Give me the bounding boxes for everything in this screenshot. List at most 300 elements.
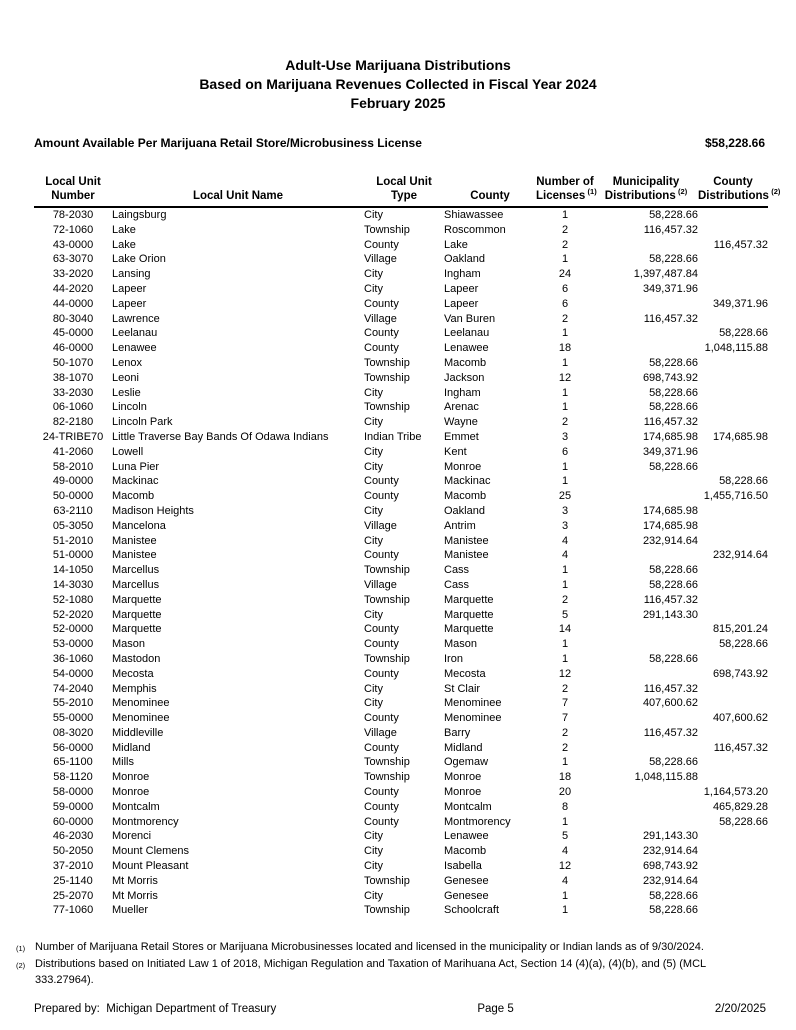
table-row: [34, 282, 768, 297]
cell-county: Oakland: [444, 504, 485, 517]
cell-county-distribution: 58,228.66: [719, 815, 768, 828]
cell-county-distribution: [698, 889, 768, 904]
cell-municipality-distribution: 116,457.32: [643, 726, 698, 739]
cell-local-unit-type: City: [364, 209, 383, 221]
cell-local-unit-number: 43-0000: [52, 238, 94, 251]
cell-county-distribution: [698, 386, 768, 401]
cell-county-distribution: [698, 578, 768, 593]
header-local-unit-type: Local Unit Type: [364, 175, 444, 207]
cell-local-unit-type: City: [364, 845, 383, 858]
table-row: [34, 252, 768, 267]
table-row: [34, 844, 768, 859]
cell-local-unit-name: Monroe: [112, 786, 150, 799]
table-row: [34, 563, 768, 578]
cell-municipality-distribution: [594, 815, 698, 830]
table-row: [34, 356, 768, 371]
table-row: [34, 741, 768, 756]
cell-local-unit-name: Mackinac: [112, 475, 159, 488]
cell-county-distribution: [698, 252, 768, 267]
cell-county: Oakland: [444, 253, 485, 266]
cell-county: Montmorency: [444, 815, 511, 828]
cell-local-unit-type: County: [364, 667, 399, 680]
cell-local-unit-name: Middleville: [112, 726, 164, 739]
cell-number-of-licenses: 1: [561, 815, 569, 828]
cell-local-unit-name: Mount Clemens: [112, 845, 190, 858]
cell-county-distribution: 1,455,716.50: [703, 490, 768, 503]
table-row: [34, 474, 768, 489]
cell-municipality-distribution: [594, 297, 698, 312]
cell-local-unit-type: City: [364, 386, 383, 399]
cell-county: Kent: [444, 445, 467, 458]
cell-local-unit-name: Luna Pier: [112, 460, 160, 473]
cell-local-unit-name: Morenci: [112, 830, 152, 843]
table-row: [34, 578, 768, 593]
cell-local-unit-name: Mason: [112, 638, 146, 651]
cell-local-unit-name: Mt Morris: [112, 874, 158, 887]
cell-county: Schoolcraft: [444, 904, 500, 917]
cell-local-unit-type: City: [364, 889, 383, 902]
cell-local-unit-number: 37-2010: [52, 860, 94, 873]
cell-county-distribution: 116,457.32: [713, 741, 768, 754]
cell-local-unit-type: Village: [364, 726, 397, 739]
cell-local-unit-type: City: [364, 860, 383, 873]
cell-local-unit-number: 52-2020: [52, 608, 94, 621]
cell-county: Cass: [444, 564, 470, 577]
footnotes-block: [16, 940, 765, 988]
cell-local-unit-name: Lake Orion: [112, 253, 166, 266]
cell-local-unit-number: 25-2070: [52, 889, 94, 902]
cell-number-of-licenses: 1: [561, 475, 569, 488]
cell-local-unit-number: 24-TRIBE70: [42, 430, 104, 443]
cell-county-distribution: 815,201.24: [712, 623, 768, 636]
cell-county-distribution: [698, 770, 768, 785]
cell-local-unit-name: Mount Pleasant: [112, 860, 189, 873]
cell-local-unit-type: County: [364, 800, 399, 813]
cell-municipality-distribution: 116,457.32: [643, 682, 698, 695]
cell-local-unit-number: 58-1120: [53, 771, 93, 784]
table-row: [34, 889, 768, 904]
cell-local-unit-name: Marquette: [112, 623, 162, 636]
table-header-row: [34, 175, 768, 207]
cell-local-unit-name: Montcalm: [112, 800, 160, 813]
table-row: [34, 207, 768, 223]
cell-county-distribution: 1,048,115.88: [704, 342, 768, 355]
cell-municipality-distribution: [594, 474, 698, 489]
cell-local-unit-number: 50-2050: [52, 845, 94, 858]
cell-number-of-licenses: 4: [561, 549, 569, 562]
cell-county-distribution: 58,228.66: [719, 638, 768, 651]
cell-county-distribution: [698, 207, 768, 223]
page-number: Page 5: [477, 1003, 514, 1015]
cell-municipality-distribution: 58,228.66: [649, 460, 698, 473]
cell-local-unit-name: Lake: [112, 223, 136, 236]
cell-local-unit-number: 08-3020: [52, 726, 94, 739]
cell-county: Lapeer: [444, 282, 479, 295]
cell-municipality-distribution: [594, 489, 698, 504]
page-footer: [34, 1003, 766, 1015]
table-row: [34, 489, 768, 504]
prepared-by-text: Prepared by: Michigan Department of Treasury: [34, 1003, 277, 1015]
cell-municipality-distribution: 698,743.92: [642, 371, 698, 384]
cell-municipality-distribution: 58,228.66: [649, 756, 698, 769]
cell-local-unit-name: Lenawee: [112, 342, 157, 355]
table-row: [34, 312, 768, 327]
cell-local-unit-name: Madison Heights: [112, 504, 194, 517]
cell-number-of-licenses: 1: [561, 209, 569, 221]
table-row: [34, 637, 768, 652]
footnote-2-marker: (2): [16, 961, 26, 971]
cell-number-of-licenses: 18: [558, 771, 572, 784]
cell-county: Monroe: [444, 786, 482, 799]
footnote-2-text: Distributions based on Initiated Law 1 of 2018, Michigan Regulation and Taxation of Marihuana Act, Section 14 (4)(a), (4)(b), and (5) (MCL 333.27964).: [35, 958, 706, 986]
title-line-1: Adult-Use Marijuana Distributions: [285, 57, 511, 73]
cell-local-unit-name: Memphis: [112, 682, 157, 695]
footnote-ref-2: (2): [771, 187, 781, 197]
cell-local-unit-name: Midland: [112, 741, 151, 754]
cell-county-distribution: [698, 282, 768, 297]
table-row: [34, 548, 768, 563]
cell-local-unit-type: County: [364, 238, 399, 251]
cell-county: Macomb: [444, 845, 487, 858]
header-local-unit-name: Local Unit Name: [112, 175, 364, 207]
table-row: [34, 430, 768, 445]
cell-county-distribution: [698, 460, 768, 475]
cell-number-of-licenses: 2: [561, 223, 569, 236]
table-row: [34, 386, 768, 401]
cell-municipality-distribution: [594, 785, 698, 800]
cell-local-unit-type: Township: [364, 356, 410, 369]
cell-county-distribution: 232,914.64: [712, 549, 768, 562]
cell-local-unit-name: Menominee: [112, 697, 170, 710]
cell-number-of-licenses: 1: [561, 401, 569, 414]
cell-county-distribution: 174,685.98: [712, 430, 768, 443]
cell-local-unit-type: City: [364, 830, 383, 843]
cell-county-distribution: [698, 400, 768, 415]
cell-county-distribution: [698, 415, 768, 430]
footnote-ref-1: (1): [587, 187, 597, 197]
cell-county-distribution: 1,164,573.20: [703, 786, 768, 799]
cell-county-distribution: 698,743.92: [712, 667, 768, 680]
cell-county-distribution: [698, 371, 768, 386]
cell-local-unit-name: Leelanau: [112, 327, 158, 340]
cell-number-of-licenses: 6: [561, 445, 569, 458]
cell-local-unit-number: 55-2010: [52, 697, 94, 710]
cell-county-distribution: [698, 312, 768, 327]
cell-local-unit-name: Marcellus: [112, 578, 160, 591]
cell-number-of-licenses: 3: [561, 519, 569, 532]
cell-county-distribution: [698, 829, 768, 844]
cell-county: Ogemaw: [444, 756, 489, 769]
cell-county-distribution: [698, 844, 768, 859]
cell-municipality-distribution: [594, 326, 698, 341]
cell-local-unit-type: Township: [364, 756, 410, 769]
cell-municipality-distribution: 58,228.66: [649, 564, 698, 577]
cell-number-of-licenses: 7: [561, 712, 569, 725]
cell-county-distribution: [698, 726, 768, 741]
title-line-3: February 2025: [350, 95, 446, 111]
cell-municipality-distribution: [594, 741, 698, 756]
cell-local-unit-name: Menominee: [112, 712, 170, 725]
cell-local-unit-name: Lapeer: [112, 282, 147, 295]
cell-county-distribution: [698, 859, 768, 874]
cell-county: Mackinac: [444, 475, 491, 488]
table-row: [34, 297, 768, 312]
cell-local-unit-number: 52-0000: [52, 623, 94, 636]
table-row: [34, 667, 768, 682]
cell-local-unit-name: Leslie: [112, 386, 141, 399]
cell-municipality-distribution: 232,914.64: [642, 874, 698, 887]
cell-number-of-licenses: 2: [561, 682, 569, 695]
cell-local-unit-name: Lansing: [112, 268, 151, 281]
cell-county: Leelanau: [444, 327, 490, 340]
cell-county-distribution: [698, 267, 768, 282]
cell-number-of-licenses: 12: [558, 667, 572, 680]
cell-county: Jackson: [444, 371, 485, 384]
cell-local-unit-number: 14-1050: [52, 564, 94, 577]
cell-number-of-licenses: 4: [561, 874, 569, 887]
cell-local-unit-name: Mills: [112, 756, 134, 769]
cell-number-of-licenses: 1: [561, 327, 569, 340]
cell-county: Genesee: [444, 889, 489, 902]
cell-municipality-distribution: 58,228.66: [649, 253, 698, 266]
cell-county-distribution: [698, 519, 768, 534]
cell-local-unit-number: 56-0000: [52, 741, 94, 754]
cell-local-unit-number: 46-2030: [52, 830, 94, 843]
cell-municipality-distribution: 58,228.66: [649, 401, 698, 414]
cell-local-unit-number: 82-2180: [52, 416, 94, 429]
cell-municipality-distribution: 116,457.32: [643, 593, 698, 606]
cell-county: Montcalm: [444, 800, 492, 813]
table-row: [34, 682, 768, 697]
cell-county: Monroe: [444, 771, 482, 784]
table-row: [34, 534, 768, 549]
table-row: [34, 371, 768, 386]
cell-local-unit-type: County: [364, 327, 399, 340]
cell-county: Marquette: [444, 593, 494, 606]
cell-local-unit-type: County: [364, 638, 399, 651]
cell-local-unit-type: City: [364, 608, 383, 621]
cell-local-unit-name: Laingsburg: [112, 209, 167, 221]
cell-number-of-licenses: 4: [561, 845, 569, 858]
cell-local-unit-type: Township: [364, 371, 410, 384]
cell-local-unit-type: County: [364, 297, 399, 310]
cell-county: Ingham: [444, 386, 481, 399]
table-row: [34, 400, 768, 415]
cell-local-unit-name: Mastodon: [112, 652, 161, 665]
table-row: [34, 415, 768, 430]
cell-number-of-licenses: 18: [558, 342, 572, 355]
table-body: [34, 207, 768, 918]
cell-county: Menominee: [444, 712, 502, 725]
cell-municipality-distribution: [594, 667, 698, 682]
cell-number-of-licenses: 2: [561, 593, 569, 606]
cell-county: Ingham: [444, 268, 481, 281]
cell-local-unit-type: City: [364, 268, 383, 281]
cell-local-unit-name: Lake: [112, 238, 136, 251]
cell-local-unit-number: 63-2110: [53, 504, 93, 517]
cell-county-distribution: [698, 563, 768, 578]
cell-local-unit-number: 36-1060: [52, 652, 94, 665]
cell-local-unit-type: County: [364, 490, 399, 503]
cell-county-distribution: [698, 652, 768, 667]
cell-number-of-licenses: 1: [561, 578, 569, 591]
cell-county: Lapeer: [444, 297, 479, 310]
cell-county-distribution: [698, 223, 768, 238]
cell-local-unit-name: Lincoln Park: [112, 416, 173, 429]
cell-local-unit-name: Mueller: [112, 904, 149, 917]
cell-county: Monroe: [444, 460, 482, 473]
cell-local-unit-number: 51-0000: [52, 549, 94, 562]
cell-number-of-licenses: 1: [561, 564, 569, 577]
footnote-1-marker: (1): [16, 944, 26, 954]
table-row: [34, 859, 768, 874]
cell-local-unit-number: 33-2020: [52, 268, 94, 281]
cell-local-unit-type: City: [364, 282, 383, 295]
cell-local-unit-number: 74-2040: [52, 682, 94, 695]
cell-local-unit-number: 41-2060: [52, 445, 94, 458]
cell-county-distribution: 407,600.62: [712, 712, 768, 725]
table-row: [34, 608, 768, 623]
cell-local-unit-number: 45-0000: [52, 327, 94, 340]
cell-local-unit-type: County: [364, 712, 399, 725]
cell-local-unit-type: City: [364, 504, 383, 517]
cell-number-of-licenses: 1: [561, 356, 569, 369]
cell-local-unit-name: Marquette: [112, 608, 162, 621]
cell-county: Manistee: [444, 549, 489, 562]
cell-number-of-licenses: 6: [561, 282, 569, 295]
cell-number-of-licenses: 5: [561, 608, 569, 621]
cell-county-distribution: [698, 445, 768, 460]
cell-local-unit-number: 25-1140: [53, 874, 93, 887]
cell-municipality-distribution: 116,457.32: [643, 223, 698, 236]
cell-local-unit-name: Macomb: [112, 490, 155, 503]
cell-local-unit-number: 60-0000: [52, 815, 94, 828]
amount-available-label: Amount Available Per Marijuana Retail Store/Microbusiness License: [34, 136, 422, 150]
cell-local-unit-name: Marquette: [112, 593, 162, 606]
header-number-of-licenses: Number of Licenses $^{(1)}$: [536, 175, 594, 207]
cell-number-of-licenses: 25: [558, 490, 572, 503]
cell-county-distribution: 465,829.28: [712, 800, 768, 813]
cell-county-distribution: 58,228.66: [719, 475, 768, 488]
cell-local-unit-type: City: [364, 534, 383, 547]
cell-county-distribution: 349,371.96: [712, 297, 768, 310]
cell-county: Cass: [444, 578, 470, 591]
cell-county-distribution: [698, 755, 768, 770]
table-row: [34, 800, 768, 815]
cell-municipality-distribution: 1,048,115.88: [634, 771, 698, 784]
cell-municipality-distribution: 174,685.98: [642, 430, 698, 443]
cell-number-of-licenses: 12: [558, 860, 572, 873]
cell-local-unit-type: County: [364, 475, 399, 488]
cell-local-unit-type: County: [364, 741, 399, 754]
cell-number-of-licenses: 1: [561, 904, 569, 917]
cell-number-of-licenses: 1: [561, 652, 569, 665]
cell-county: Emmet: [444, 430, 479, 443]
cell-municipality-distribution: [594, 341, 698, 356]
cell-county: St Clair: [444, 682, 481, 695]
cell-municipality-distribution: 116,457.32: [643, 416, 698, 429]
footer-date: 2/20/2025: [714, 1003, 766, 1015]
cell-local-unit-type: Township: [364, 564, 410, 577]
cell-county: Lenawee: [444, 342, 489, 355]
table-row: [34, 770, 768, 785]
cell-local-unit-number: 50-0000: [52, 490, 94, 503]
cell-municipality-distribution: [594, 548, 698, 563]
table-row: [34, 223, 768, 238]
cell-number-of-licenses: 4: [561, 534, 569, 547]
cell-local-unit-name: Mecosta: [112, 667, 154, 680]
cell-local-unit-number: 59-0000: [52, 800, 94, 813]
cell-county: Roscommon: [444, 223, 506, 236]
cell-number-of-licenses: 1: [561, 253, 569, 266]
footnote-2: [16, 957, 765, 988]
cell-number-of-licenses: 1: [561, 756, 569, 769]
cell-local-unit-type: Township: [364, 593, 410, 606]
cell-county-distribution: [698, 608, 768, 623]
cell-local-unit-type: Township: [364, 401, 410, 414]
cell-local-unit-name: Little Traverse Bay Bands Of Odawa Indians: [112, 430, 329, 443]
cell-number-of-licenses: 7: [561, 697, 569, 710]
cell-local-unit-number: 80-3040: [52, 312, 94, 325]
cell-number-of-licenses: 12: [558, 371, 572, 384]
cell-number-of-licenses: 2: [561, 312, 569, 325]
header-county-distributions: County Distributions $^{(2)}$: [698, 175, 768, 207]
cell-municipality-distribution: 698,743.92: [642, 860, 698, 873]
cell-local-unit-number: 14-3030: [52, 578, 94, 591]
cell-local-unit-number: 55-0000: [52, 712, 94, 725]
cell-county: Macomb: [444, 356, 487, 369]
cell-county-distribution: [698, 356, 768, 371]
cell-local-unit-number: 51-2010: [52, 534, 94, 547]
cell-local-unit-number: 65-1100: [53, 756, 93, 769]
cell-local-unit-name: Marcellus: [112, 564, 160, 577]
table-header: [34, 175, 781, 207]
header-local-unit-number: Local Unit Number: [34, 175, 112, 207]
table-row: [34, 238, 768, 253]
amount-available-row: [34, 136, 765, 151]
cell-municipality-distribution: [594, 637, 698, 652]
cell-local-unit-name: Leoni: [112, 371, 139, 384]
cell-local-unit-type: County: [364, 786, 399, 799]
cell-local-unit-type: Township: [364, 904, 410, 917]
cell-local-unit-number: 78-2030: [52, 209, 94, 221]
cell-number-of-licenses: 1: [561, 460, 569, 473]
cell-municipality-distribution: 58,228.66: [649, 889, 698, 902]
cell-municipality-distribution: 232,914.64: [642, 845, 698, 858]
cell-municipality-distribution: 1,397,487.84: [633, 268, 698, 281]
cell-local-unit-name: Montmorency: [112, 815, 179, 828]
cell-local-unit-name: Monroe: [112, 771, 150, 784]
table-row: [34, 726, 768, 741]
footnote-1: [16, 940, 765, 957]
cell-municipality-distribution: 116,457.32: [643, 312, 698, 325]
cell-number-of-licenses: 6: [561, 297, 569, 310]
cell-local-unit-number: 06-1060: [52, 401, 94, 414]
cell-number-of-licenses: 20: [558, 786, 572, 799]
cell-local-unit-type: Village: [364, 312, 397, 325]
header-county: County: [444, 175, 536, 207]
cell-local-unit-name: Mancelona: [112, 519, 166, 532]
cell-number-of-licenses: 2: [561, 238, 569, 251]
cell-local-unit-type: Township: [364, 223, 410, 236]
cell-county: Midland: [444, 741, 483, 754]
cell-county: Shiawassee: [444, 209, 504, 221]
cell-local-unit-type: Township: [364, 771, 410, 784]
table-row: [34, 519, 768, 534]
cell-county: Arenac: [444, 401, 479, 414]
cell-municipality-distribution: 58,228.66: [649, 652, 698, 665]
cell-local-unit-name: Lawrence: [112, 312, 160, 325]
